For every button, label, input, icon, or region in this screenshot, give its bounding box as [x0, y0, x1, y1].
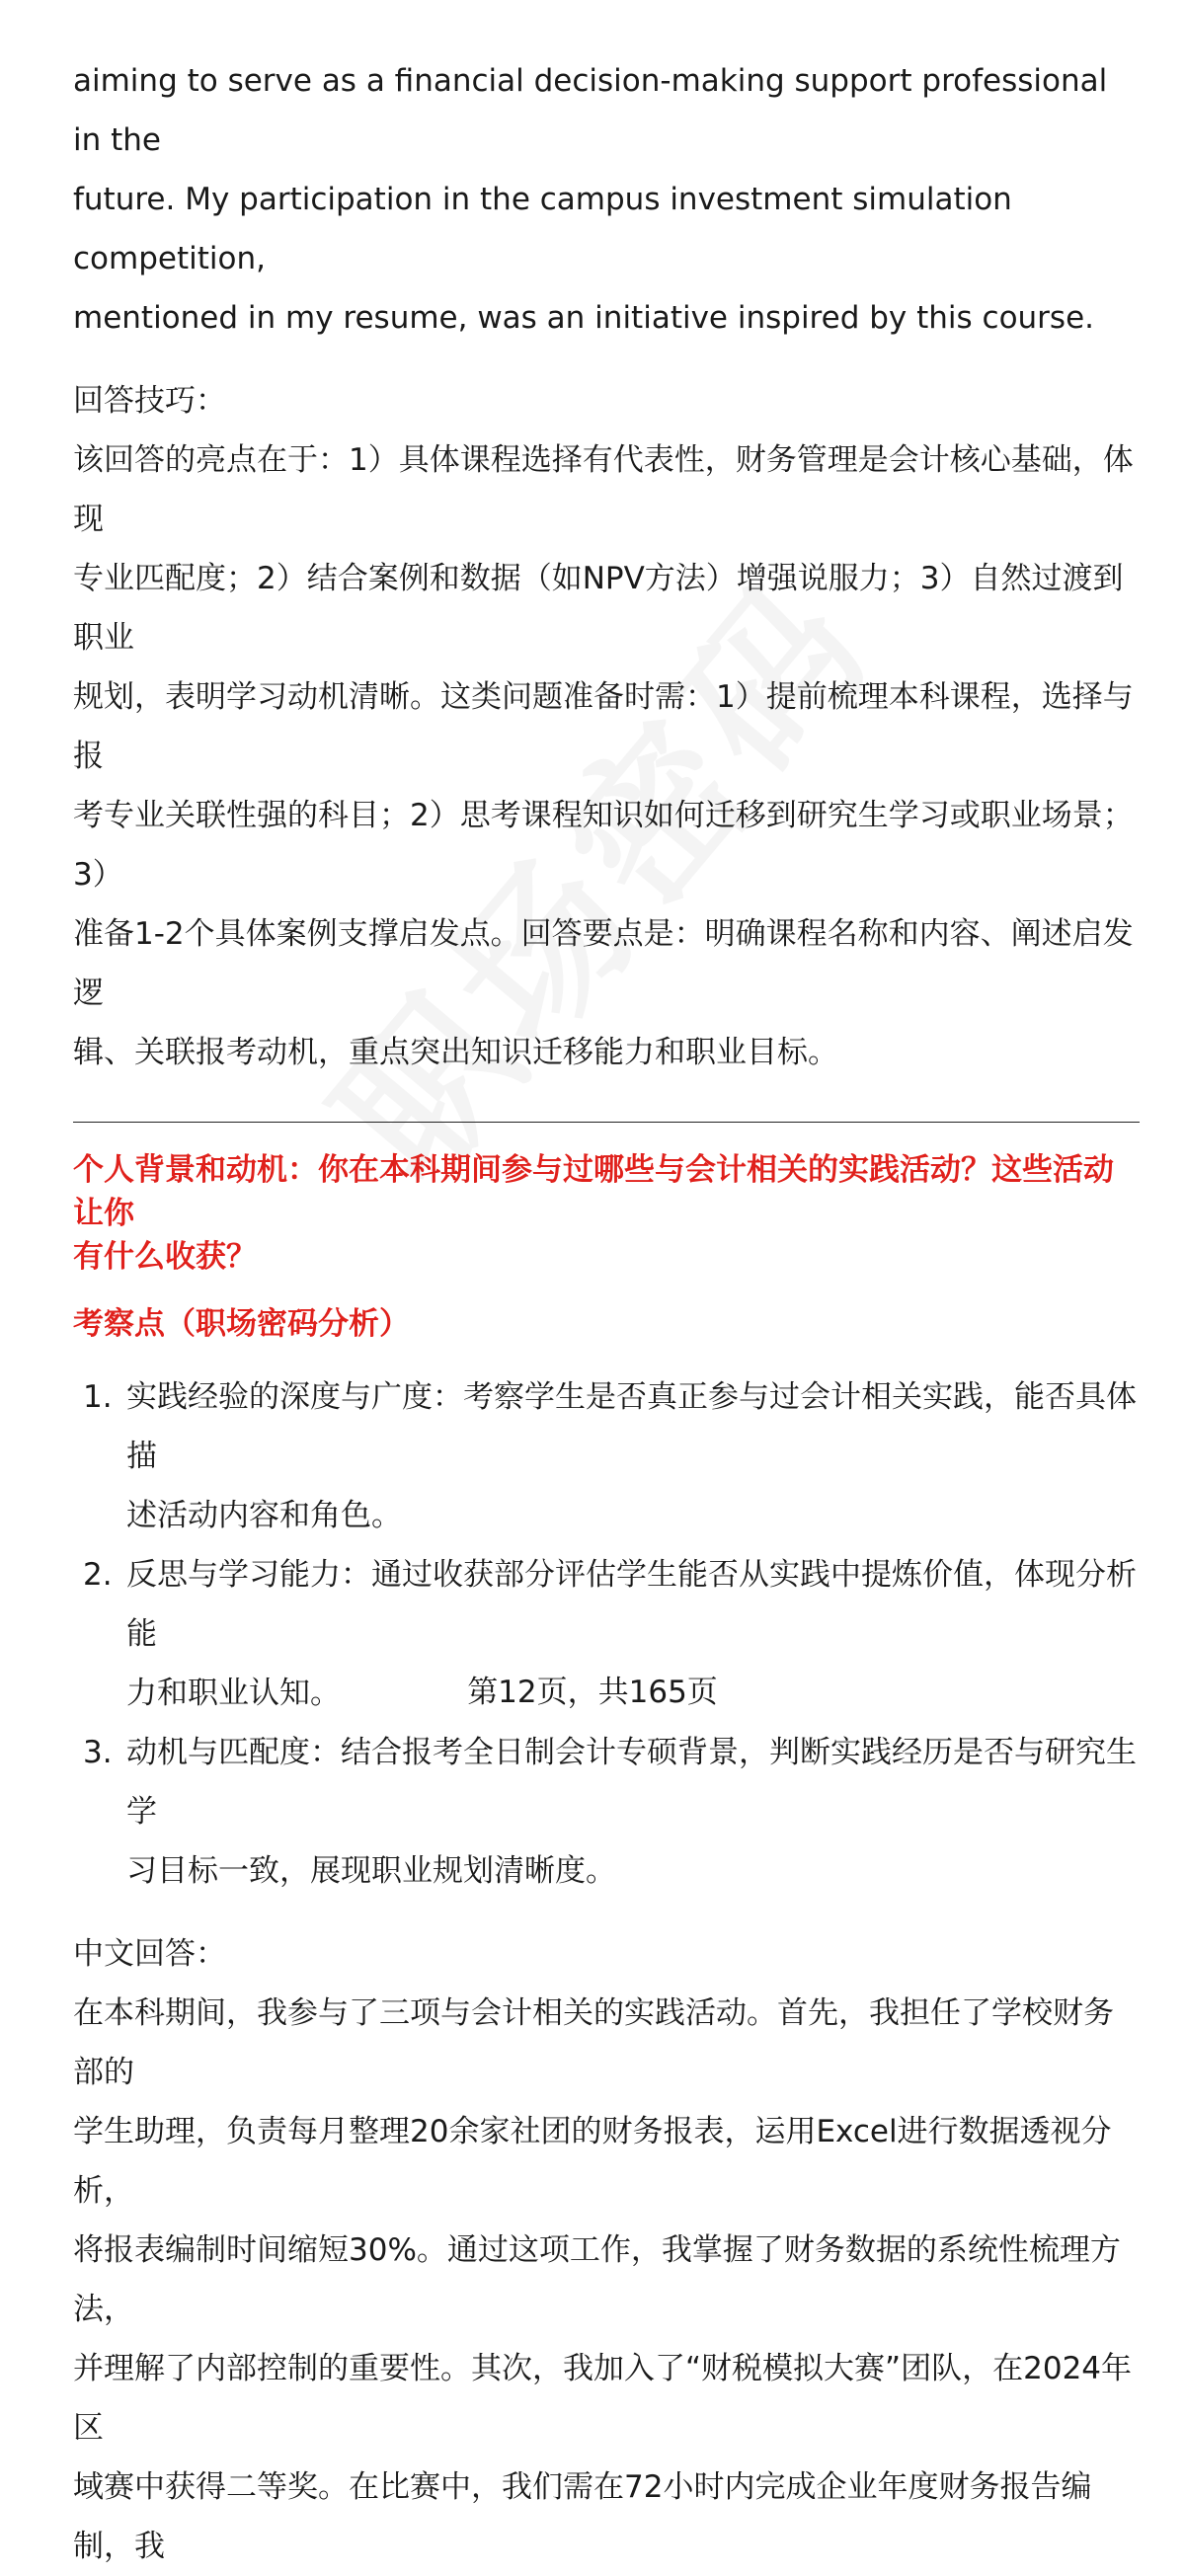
text-line: 在本科期间，我参与了三项与会计相关的实践活动。首先，我担任了学校财务部的 [73, 1995, 1114, 2090]
text-line: 动机与匹配度：结合报考全日制会计专硕背景，判断实践经历是否与研究生学 [126, 1735, 1137, 1830]
question-heading [73, 1148, 1140, 1279]
text-line: 辑、关联报考动机，重点突出知识迁移能力和职业目标。 [73, 1035, 838, 1070]
list-number: 3. [83, 1735, 113, 1770]
text-line: future. My participation in the campus investment simulation competition, [73, 182, 1012, 276]
list-item [73, 1723, 1140, 1901]
text-line: 实践经验的深度与广度：考察学生是否真正参与过会计相关实践，能否具体描 [126, 1379, 1137, 1474]
list-item [73, 1367, 1140, 1545]
chinese-answer-section [73, 1924, 1140, 2576]
list-number: 2. [83, 1557, 113, 1593]
assessment-points-heading: 考察点（职场密码分析） [73, 1306, 410, 1342]
page-number-footer: 第12页，共165页 [467, 1675, 718, 1710]
text-line: 准备1-2个具体案例支撑启发点。回答要点是：明确课程名称和内容、阐述启发逻 [73, 916, 1134, 1011]
tips-label: 回答技巧： [73, 383, 226, 419]
text-line: 该回答的亮点在于：1）具体课程选择有代表性，财务管理是会计核心基础，体现 [73, 442, 1134, 537]
text-line: 述活动内容和角色。 [126, 1498, 402, 1533]
intro-paragraph [73, 51, 1140, 348]
text-line: 并理解了内部控制的重要性。其次，我加入了“财税模拟大赛”团队，在2024年区 [73, 2351, 1133, 2446]
section-divider [73, 1122, 1140, 1123]
text-line: 规划，表明学习动机清晰。这类问题准备时需：1）提前梳理本科课程，选择与报 [73, 679, 1134, 774]
document-page [73, 51, 1140, 2576]
text-line: 域赛中获得二等奖。在比赛中，我们需在72小时内完成企业年度财务报告编制，我 [73, 2469, 1092, 2564]
assessment-points-list [73, 1367, 1140, 1901]
text-line: 学生助理，负责每月整理20余家社团的财务报表，运用Excel进行数据透视分析， [73, 2114, 1112, 2209]
chinese-answer-label: 中文回答： [73, 1936, 226, 1972]
list-number: 1. [83, 1379, 113, 1415]
text-line: 反思与学习能力：通过收获部分评估学生能否从实践中提炼价值，体现分析能 [126, 1557, 1137, 1652]
list-item-text [126, 1367, 1140, 1545]
list-item-text [126, 1723, 1140, 1901]
text-line: 力和职业认知。 [126, 1676, 341, 1711]
text-line: aiming to serve as a financial decision-making support professional in the [73, 63, 1108, 158]
text-line: 考专业关联性强的科目；2）思考课程知识如何迁移到研究生学习或职业场景；3） [73, 798, 1134, 893]
answer-tips-section [73, 371, 1140, 1082]
text-line: 习目标一致，展现职业规划清晰度。 [126, 1853, 616, 1889]
question-line: 有什么收获？ [73, 1239, 257, 1275]
text-line: 专业匹配度；2）结合案例和数据（如NPV方法）增强说服力；3）自然过渡到职业 [73, 561, 1124, 656]
text-line: mentioned in my resume, was an initiative inspired by this course. [73, 300, 1095, 336]
question-line: 个人背景和动机：你在本科期间参与过哪些与会计相关的实践活动？这些活动让你 [73, 1152, 1114, 1231]
text-line: 将报表编制时间缩短30%。通过这项工作，我掌握了财务数据的系统性梳理方法， [73, 2232, 1121, 2327]
